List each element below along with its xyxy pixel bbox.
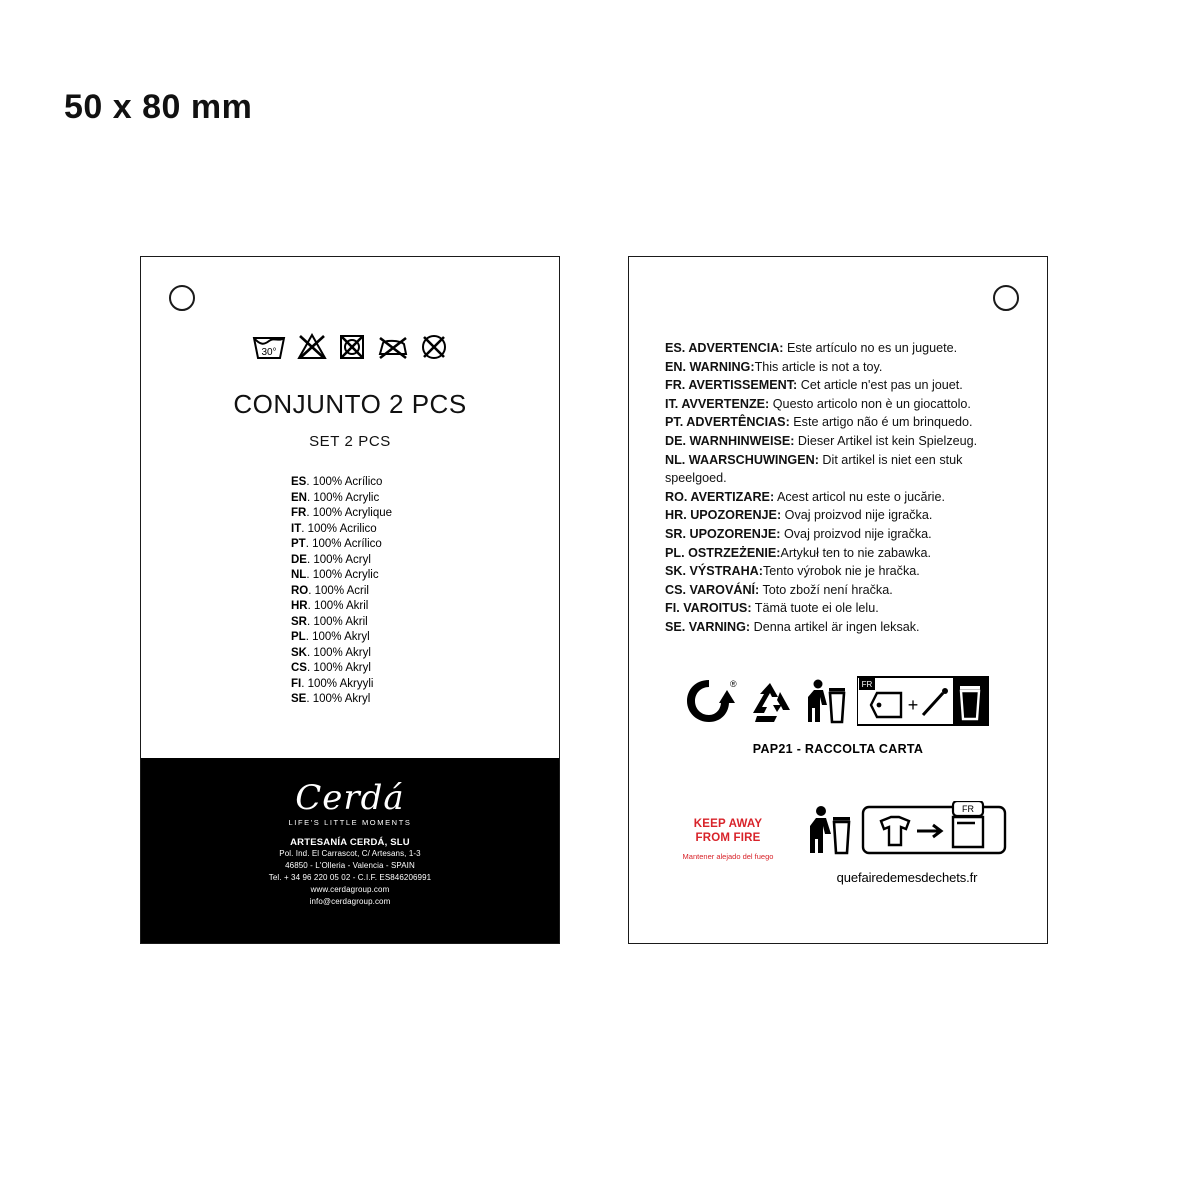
warning-lang: FR. AVERTISSEMENT: bbox=[665, 378, 798, 393]
composition-row bbox=[291, 646, 409, 662]
composition-lang: PL bbox=[291, 631, 306, 643]
warning-text: Toto zboží není hračka. bbox=[759, 582, 893, 597]
warning-row bbox=[665, 413, 1021, 432]
composition-row bbox=[291, 677, 409, 693]
composition-value: . 100% Acrylique bbox=[306, 507, 393, 519]
warning-lang: SR. UPOZORENJE: bbox=[665, 526, 781, 541]
fire-warning-block bbox=[677, 801, 1007, 885]
tidyman-bin-icon bbox=[803, 677, 847, 730]
warning-text: Questo articolo non è un giocattolo. bbox=[769, 396, 971, 411]
do-not-iron-icon bbox=[377, 333, 409, 360]
warning-row bbox=[665, 376, 1021, 395]
company-email: info@cerdagroup.com bbox=[309, 897, 391, 906]
warning-lang: IT. AVVERTENZE: bbox=[665, 396, 770, 411]
do-not-dry-clean-icon bbox=[420, 333, 448, 360]
composition-row bbox=[291, 553, 409, 569]
warning-text: Artykuł ten to nie zabawka. bbox=[780, 545, 931, 560]
composition-value: . 100% Acrílico bbox=[306, 476, 383, 488]
composition-row bbox=[291, 537, 409, 553]
svg-text:FR: FR bbox=[861, 680, 873, 689]
mobius-loop-recycle-icon bbox=[747, 678, 793, 729]
composition-lang: ES bbox=[291, 476, 307, 488]
punch-hole bbox=[169, 285, 195, 311]
composition-value: . 100% Akryl bbox=[306, 646, 371, 659]
warning-lang: FI. VAROITUS: bbox=[665, 601, 752, 616]
warning-list bbox=[665, 339, 1021, 637]
resin-recycle-arrow-icon bbox=[683, 676, 737, 731]
warning-row bbox=[665, 599, 1021, 618]
brand-logo: Cerdá bbox=[295, 778, 405, 818]
brand-tagline: LIFE'S LITTLE MOMENTS bbox=[288, 818, 412, 827]
composition-lang: DE bbox=[291, 553, 307, 566]
fire-warning-text bbox=[677, 801, 779, 862]
warning-row bbox=[665, 618, 1021, 637]
warning-row bbox=[665, 581, 1021, 600]
brand-footer bbox=[141, 758, 559, 943]
composition-lang: FR bbox=[291, 507, 307, 519]
composition-value: . 100% Akril bbox=[306, 615, 368, 628]
warning-lang: SE. VARNING: bbox=[665, 619, 751, 634]
product-name: CONJUNTO 2 PCS bbox=[233, 389, 467, 419]
warning-lang: SK. VÝSTRAHA: bbox=[665, 564, 763, 579]
warning-lang: EN. WARNING: bbox=[665, 359, 755, 374]
do-not-bleach-icon bbox=[297, 333, 327, 360]
fire-warning-primary: KEEP AWAY FROM FIRE bbox=[693, 818, 763, 844]
warning-text: Cet article n'est pas un jouet. bbox=[797, 378, 963, 393]
company-address-line-2: 46850 - L'Olleria - Valencia - SPAIN bbox=[285, 861, 415, 870]
composition-row bbox=[291, 568, 409, 584]
waste-icon-row bbox=[807, 804, 1007, 863]
composition-lang: PT bbox=[291, 538, 306, 550]
warning-row bbox=[665, 339, 1021, 358]
product-name-sub: SET 2 PCS bbox=[309, 433, 391, 450]
composition-lang: IT bbox=[291, 522, 302, 535]
composition-row bbox=[291, 661, 409, 677]
composition-lang: RO bbox=[291, 584, 309, 597]
company-name: ARTESANÍA CERDÁ, SLU bbox=[290, 837, 410, 848]
composition-row bbox=[291, 630, 409, 646]
warning-text: Ovaj proizvod nije igračka. bbox=[781, 508, 933, 523]
warning-text: Este artigo não é um brinquedo. bbox=[789, 415, 973, 430]
composition-lang: NL bbox=[291, 569, 307, 581]
composition-list bbox=[141, 475, 559, 708]
do-not-tumble-dry-icon bbox=[338, 333, 366, 360]
composition-row bbox=[291, 615, 409, 631]
wash-30-icon bbox=[252, 333, 286, 360]
punch-hole bbox=[993, 285, 1019, 311]
front-hangtag bbox=[140, 256, 560, 944]
composition-lang: EN bbox=[291, 491, 307, 504]
warning-lang: CS. VAROVÁNÍ: bbox=[665, 582, 760, 597]
composition-row bbox=[291, 584, 409, 600]
warning-row bbox=[665, 488, 1021, 507]
composition-value: . 100% Akryl bbox=[306, 693, 371, 705]
warning-lang: HR. UPOZORENJE: bbox=[665, 508, 782, 523]
composition-lang: CS bbox=[291, 662, 307, 674]
composition-value: . 100% Akryl bbox=[305, 631, 370, 643]
fr-triman-textile-bin-icon bbox=[863, 801, 1005, 853]
composition-row bbox=[291, 475, 409, 491]
warning-lang: RO. AVERTIZARE: bbox=[665, 489, 775, 504]
pap-recycling-label: PAP21 - RACCOLTA CARTA bbox=[752, 742, 924, 756]
company-website: www.cerdagroup.com bbox=[310, 885, 390, 894]
composition-lang: SK bbox=[291, 646, 307, 659]
composition-lang: SE bbox=[291, 693, 307, 705]
warning-text: Tento výrobok nie je hračka. bbox=[762, 564, 920, 579]
warning-row bbox=[665, 506, 1021, 525]
warning-row bbox=[665, 451, 1021, 488]
fire-warning-secondary: Mantener alejado del fuego bbox=[682, 852, 774, 861]
waste-sorting-url: quefairedemesdechets.fr bbox=[836, 870, 978, 885]
back-hangtag bbox=[628, 256, 1048, 944]
company-address-line-1: Pol. Ind. El Carrascot, C/ Artesans, 1-3 bbox=[279, 849, 421, 858]
composition-lang: HR bbox=[291, 600, 308, 612]
composition-value: . 100% Akril bbox=[307, 600, 369, 612]
composition-value: . 100% Akryyli bbox=[301, 677, 374, 690]
company-contact: Tel. + 34 96 220 05 02 - C.I.F. ES846206991 bbox=[268, 873, 432, 882]
recycling-icon-row bbox=[669, 675, 1017, 732]
warning-text: Dit artikel is niet een stuk speelgoed. bbox=[665, 452, 963, 486]
warning-lang: DE. WARNHINWEISE: bbox=[665, 433, 795, 448]
warning-text: Este artículo no es un juguete. bbox=[783, 341, 958, 355]
warning-text: This article is not a toy. bbox=[754, 359, 883, 374]
waste-sorting-block bbox=[807, 801, 1007, 885]
svg-text:®: ® bbox=[730, 679, 737, 689]
composition-row bbox=[291, 522, 409, 538]
composition-value: . 100% Acrilico bbox=[301, 522, 377, 535]
composition-value: . 100% Acrylic bbox=[306, 491, 380, 504]
warning-text: Ovaj proizvod nije igračka. bbox=[780, 526, 932, 541]
composition-value: . 100% Acrylic bbox=[306, 569, 379, 581]
composition-row bbox=[291, 599, 409, 615]
tidyman-bin-icon bbox=[810, 806, 850, 853]
warning-text: Dieser Artikel ist kein Spielzeug. bbox=[794, 433, 978, 448]
warning-row bbox=[665, 432, 1021, 451]
composition-row bbox=[291, 506, 409, 522]
warning-row bbox=[665, 395, 1021, 414]
warning-row bbox=[665, 562, 1021, 581]
composition-lang: FI bbox=[291, 677, 302, 690]
page-size-title: 50 x 80 mm bbox=[64, 88, 253, 126]
warning-text: Denna artikel är ingen leksak. bbox=[750, 619, 920, 634]
svg-text:+: + bbox=[907, 695, 919, 715]
composition-row bbox=[291, 491, 409, 507]
composition-value: . 100% Akryl bbox=[306, 662, 371, 674]
warning-row bbox=[665, 544, 1021, 563]
warning-lang: PT. ADVERTÊNCIAS: bbox=[665, 415, 790, 430]
svg-text:FR: FR bbox=[962, 804, 974, 814]
svg-text:30°: 30° bbox=[261, 347, 277, 358]
warning-text: Acest articol nu este o jucărie. bbox=[774, 489, 945, 504]
warning-lang: NL. WAARSCHUWINGEN: bbox=[665, 452, 819, 467]
composition-lang: SR bbox=[291, 615, 307, 628]
warning-row bbox=[665, 525, 1021, 544]
composition-value: . 100% Acril bbox=[308, 584, 369, 597]
fr-triman-sorting-icon bbox=[857, 675, 989, 732]
warning-lang: PL. OSTRZEŻENIE: bbox=[665, 545, 781, 560]
recycling-block bbox=[669, 675, 1017, 756]
warning-lang: ES. ADVERTENCIA: bbox=[665, 341, 784, 355]
composition-value: . 100% Acrílico bbox=[305, 538, 382, 550]
care-symbol-row bbox=[141, 333, 559, 360]
composition-row bbox=[291, 692, 409, 708]
warning-row bbox=[665, 358, 1021, 377]
warning-text: Tämä tuote ei ole lelu. bbox=[751, 601, 879, 616]
composition-value: . 100% Acryl bbox=[306, 553, 371, 566]
